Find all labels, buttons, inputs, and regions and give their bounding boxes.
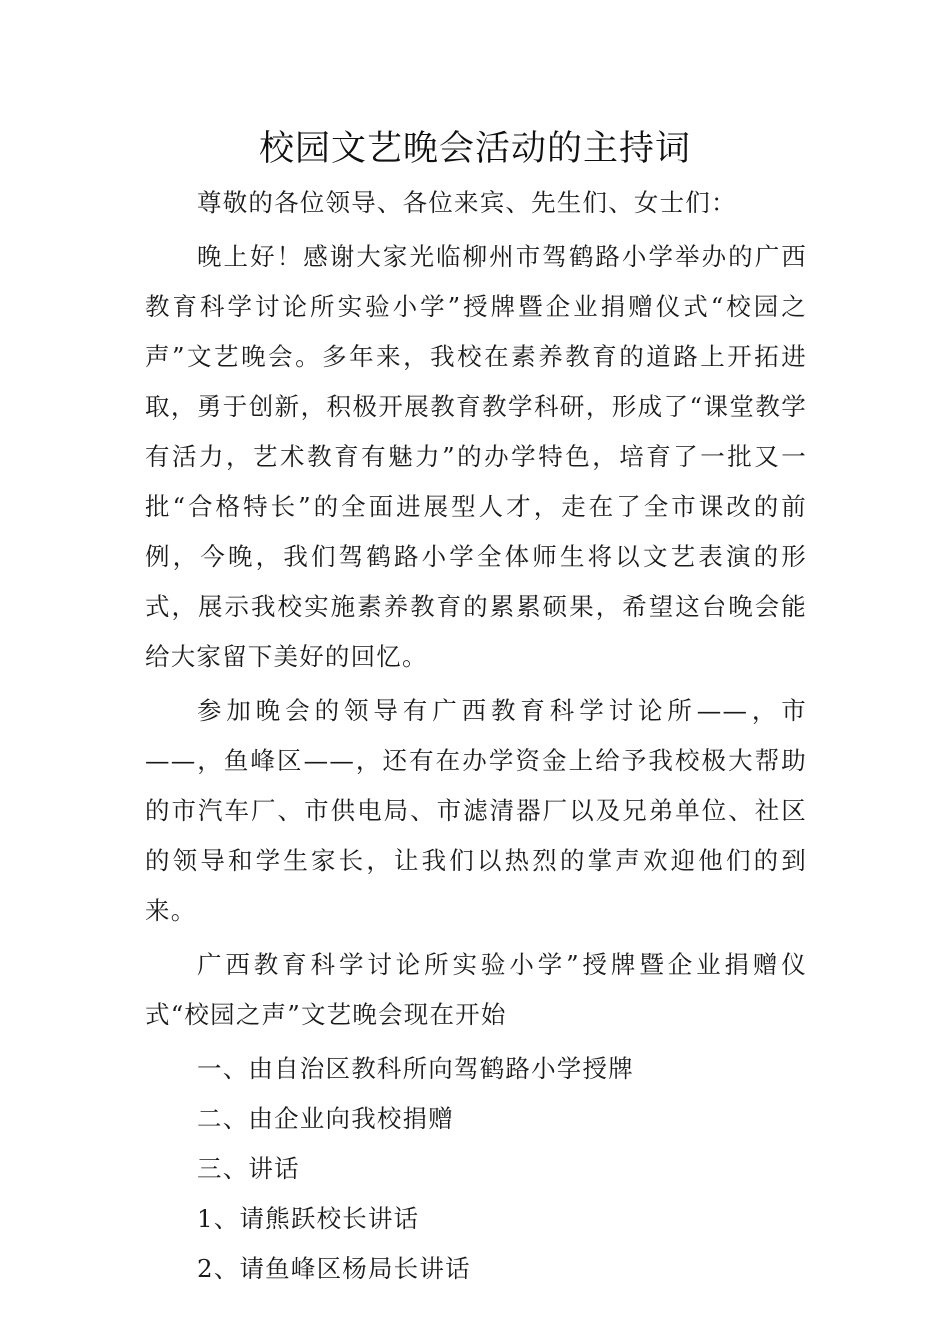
- list-item: 1、请熊跃校长讲话: [197, 1204, 420, 1233]
- guests-paragraph: 参加晚会的领导有广西教育科学讨论所——，市——，鱼峰区——，还有在办学资金上给予我校极大帮助的市汽车厂、市供电局、市滤清器厂以及兄弟单位、社区的领导和学生家长，让我们以热烈的掌声欢迎他们的到来。: [145, 696, 807, 925]
- document-body: [145, 178, 807, 1294]
- list-item: 一、由自治区教科所向驾鹤路小学授牌: [197, 1054, 634, 1083]
- list-item: 2、请鱼峰区杨局长讲话: [197, 1254, 471, 1283]
- document-title: 校园文艺晚会活动的主持词: [258, 129, 691, 169]
- opening-paragraph: 广西教育科学讨论所实验小学”授牌暨企业捐赠仪式“校园之声”文艺晚会现在开始: [145, 950, 807, 1029]
- list-item: 三、讲话: [197, 1154, 300, 1183]
- salutation-paragraph: 尊敬的各位领导、各位来宾、先生们、女士们：: [197, 188, 737, 217]
- list-item: 二、由企业向我校捐赠: [197, 1104, 454, 1133]
- greeting-paragraph: 晚上好！感谢大家光临柳州市驾鹤路小学举办的广西教育科学讨论所实验小学”授牌暨企业捐赠仪式“校园之声”文艺晚会。多年来，我校在素养教育的道路上开拓进取，勇于创新，积极开展教育教学科研，形成了“课堂教学有活力，艺术教育有魅力”的办学特色，培育了一批又一批“合格特长”的全面进展型人才，走在了全市课改的前例，今晚，我们驾鹤路小学全体师生将以文艺表演的形式，展示我校实施素养教育的累累硕果，希望这台晚会能给大家留下美好的回忆。: [145, 242, 807, 671]
